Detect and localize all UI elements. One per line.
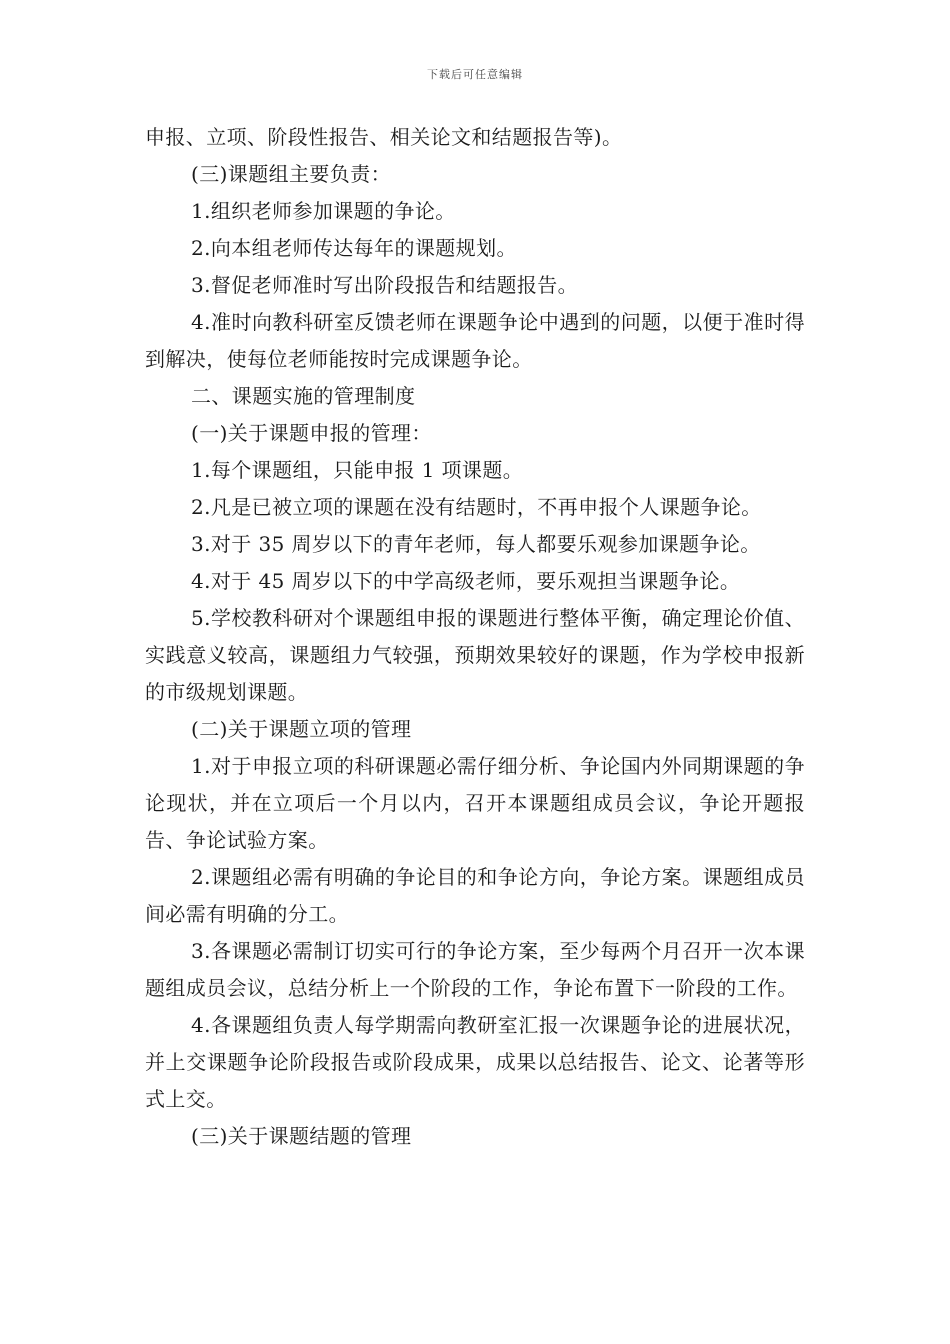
list-item: 4.准时向教科研室反馈老师在课题争论中遇到的问题，以便于准时得到解决，使每位老师能按时完成课题争论。 (145, 310, 805, 371)
section-heading: (二)关于课题立项的管理 (191, 717, 412, 741)
list-item: 5.学校教科研对个课题组申报的课题进行整体平衡，确定理论价值、实践意义较高，课题组力气较强，预期效果较好的课题，作为学校申报新的市级规划课题。 (145, 606, 805, 704)
list-item: 1.对于申报立项的科研课题必需仔细分析、争论国内外同期课题的争论现状，并在立项后一个月以内，召开本课题组成员会议，争论开题报告、争论试验方案。 (145, 754, 805, 852)
list-item: 3.督促老师准时写出阶段报告和结题报告。 (191, 273, 579, 297)
list-item: 1.每个课题组，只能申报 1 项课题。 (191, 458, 524, 482)
list-item: 3.各课题必需制订切实可行的争论方案，至少每两个月召开一次本课题组成员会议，总结分析上一个阶段的工作，争论布置下一阶段的工作。 (145, 939, 805, 1000)
list-item: 4.对于 45 周岁以下的中学高级老师，要乐观担当课题争论。 (191, 569, 741, 593)
list-item: 3.对于 35 周岁以下的青年老师，每人都要乐观参加课题争论。 (191, 532, 761, 556)
paragraph-continuation: 申报、立项、阶段性报告、相关论文和结题报告等)。 (145, 125, 623, 149)
section-heading: (三)课题组主要负责： (191, 162, 392, 186)
list-item: 2.课题组必需有明确的争论目的和争论方向，争论方案。课题组成员间必需有明确的分工。 (145, 865, 805, 926)
list-item: 2.向本组老师传达每年的课题规划。 (191, 236, 517, 260)
list-item: 2.凡是已被立项的课题在没有结题时，不再申报个人课题争论。 (191, 495, 762, 519)
list-item: 1.组织老师参加课题的争论。 (191, 199, 456, 223)
section-heading: (三)关于课题结题的管理 (191, 1124, 412, 1148)
section-heading: (一)关于课题申报的管理： (191, 421, 432, 445)
running-header: 下载后可任意编辑 (427, 68, 523, 81)
list-item: 4.各课题组负责人每学期需向教研室汇报一次课题争论的进展状况，并上交课题争论阶段报告或阶段成果，成果以总结报告、论文、论著等形式上交。 (145, 1013, 805, 1111)
document-body (145, 119, 805, 1155)
chapter-heading: 二、课题实施的管理制度 (191, 384, 416, 408)
